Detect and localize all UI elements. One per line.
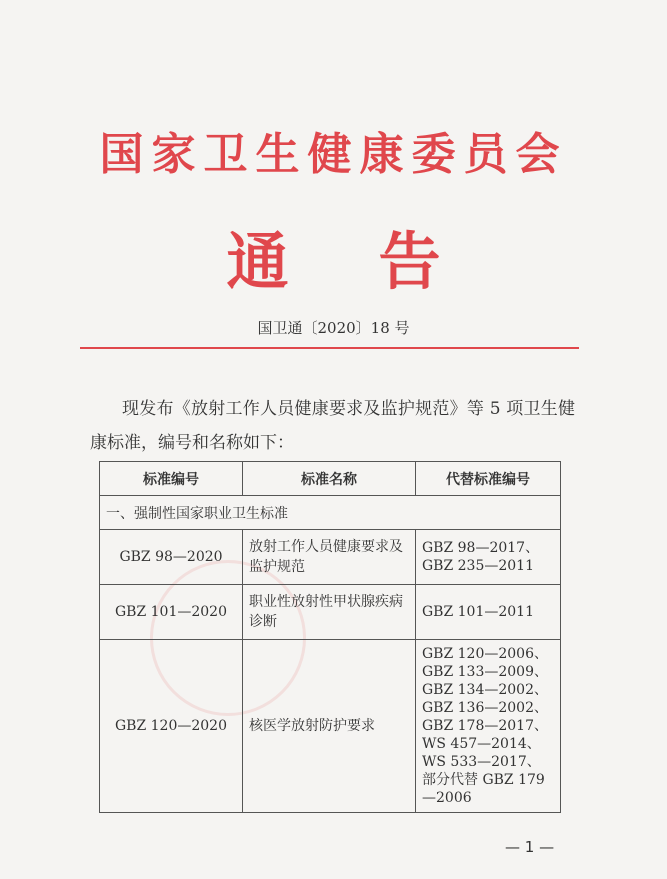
standard-name: 职业性放射性甲状腺疾病诊断 [243, 585, 416, 640]
header-name: 标准名称 [243, 462, 416, 496]
notice-title: 通告 [226, 225, 531, 298]
standard-code: GBZ 98—2020 [100, 530, 243, 585]
standard-code: GBZ 120—2020 [100, 640, 243, 813]
replaced-standards [416, 530, 561, 585]
replaced-code: —2006 [422, 790, 472, 806]
standards-table [99, 461, 561, 813]
replaced-code: GBZ 101—2011 [422, 604, 534, 620]
table-header-row [100, 462, 561, 496]
header-replaces: 代替标准编号 [416, 462, 561, 496]
standard-name: 放射工作人员健康要求及监护规范 [243, 530, 416, 585]
replaced-code: GBZ 235—2011 [422, 558, 534, 574]
replaced-code: GBZ 136—2002、 [422, 700, 548, 716]
replaced-code: GBZ 134—2002、 [422, 682, 548, 698]
header-code: 标准编号 [100, 462, 243, 496]
replaced-standards [416, 640, 561, 813]
replaced-code: WS 457—2014、 [422, 736, 541, 752]
replaced-code: GBZ 98—2017、 [422, 540, 540, 556]
standard-name: 核医学放射防护要求 [243, 640, 416, 813]
section-row [100, 496, 561, 530]
page-number: — 1 — [505, 838, 555, 856]
standard-code: GBZ 101—2020 [100, 585, 243, 640]
replaced-code: GBZ 120—2006、 [422, 646, 548, 662]
table-row [100, 585, 561, 640]
organization-title: 国家卫生健康委员会 [99, 129, 568, 180]
replaced-code: WS 533—2017、 [422, 754, 541, 770]
replaced-code: GBZ 133—2009、 [422, 664, 548, 680]
intro-paragraph: 现发布《放射工作人员健康要求及监护规范》等 5 项卫生健康标准，编号和名称如下： [90, 399, 575, 453]
red-divider [80, 347, 579, 349]
replaced-code: GBZ 178—2017、 [422, 718, 548, 734]
replaced-code: 部分代替 GBZ 179 [422, 772, 545, 788]
replaced-standards [416, 585, 561, 640]
table-row [100, 530, 561, 585]
document-number: 国卫通〔2020〕18 号 [257, 319, 410, 337]
section-label: 一、强制性国家职业卫生标准 [100, 496, 561, 530]
table-row [100, 640, 561, 813]
